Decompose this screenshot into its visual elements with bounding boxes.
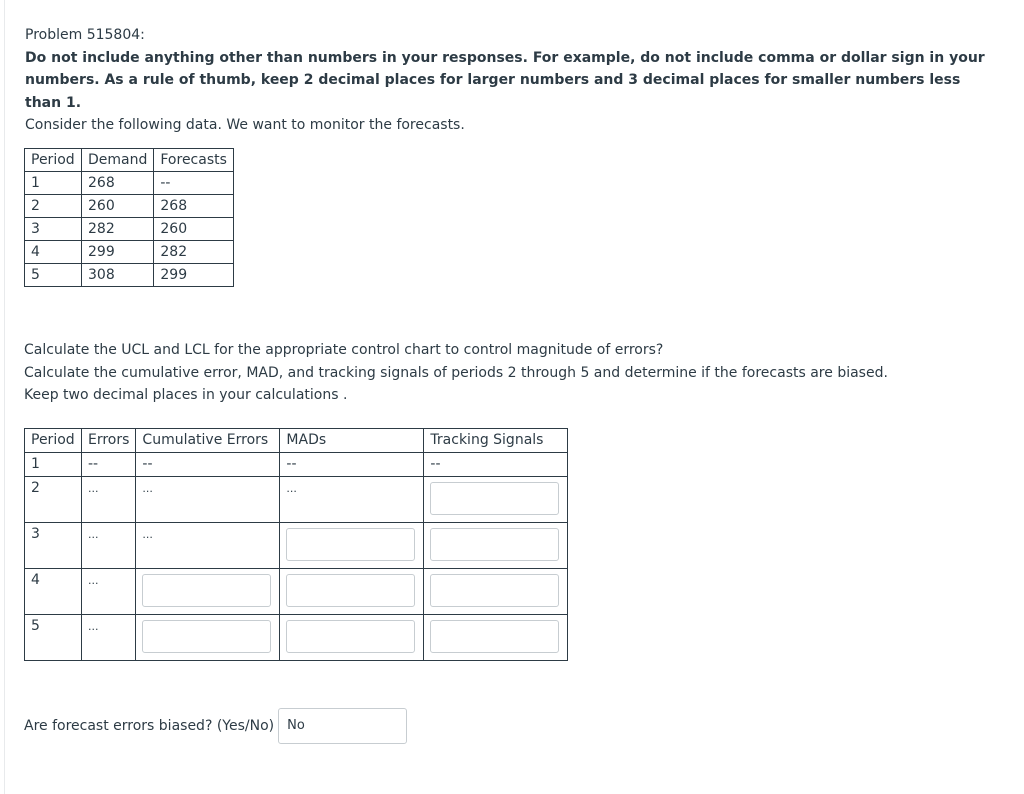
problem-text — [25, 24, 985, 137]
table-row — [25, 569, 568, 615]
cumulative-error-input-4[interactable] — [142, 574, 271, 607]
cumulative-placeholder: ... — [142, 528, 153, 541]
period-cell: 2 — [25, 195, 82, 218]
errors-cell: -- — [82, 453, 136, 477]
biased-answer-input[interactable]: No — [278, 708, 407, 744]
table-row — [25, 218, 234, 241]
table-header-row — [25, 429, 568, 453]
tracking-signal-input-4[interactable] — [430, 574, 559, 607]
cumulative-cell: -- — [136, 453, 280, 477]
period-cell: 2 — [25, 477, 82, 523]
mads-placeholder: ... — [286, 482, 297, 495]
mad-input-5[interactable] — [286, 620, 415, 653]
problem-title: Problem 515804: — [25, 27, 145, 43]
period-cell: 4 — [25, 241, 82, 264]
demand-forecast-table — [24, 148, 234, 287]
header-period: Period — [25, 429, 82, 453]
table-row — [25, 615, 568, 661]
question-ucl-lcl: Calculate the UCL and LCL for the appropriate control chart to control magnitude of errors? — [24, 342, 664, 358]
header-forecasts: Forecasts — [154, 149, 234, 172]
demand-cell: 260 — [82, 195, 154, 218]
table-row — [25, 241, 234, 264]
questions-block — [24, 339, 888, 407]
tracking-signal-cell: -- — [424, 453, 568, 477]
forecast-cell: 260 — [154, 218, 234, 241]
demand-cell: 299 — [82, 241, 154, 264]
header-period: Period — [25, 149, 82, 172]
header-cumulative-errors: Cumulative Errors — [136, 429, 280, 453]
forecast-cell: -- — [154, 172, 234, 195]
question-decimals: Keep two decimal places in your calculations . — [24, 387, 348, 403]
period-cell: 3 — [25, 523, 82, 569]
period-cell: 5 — [25, 615, 82, 661]
header-demand: Demand — [82, 149, 154, 172]
table-row — [25, 453, 568, 477]
table-row — [25, 523, 568, 569]
period-cell: 5 — [25, 264, 82, 287]
table-header-row — [25, 149, 234, 172]
tracking-signal-table — [24, 428, 568, 661]
errors-placeholder: ... — [88, 482, 99, 495]
table-row — [25, 477, 568, 523]
demand-cell: 308 — [82, 264, 154, 287]
cumulative-placeholder: ... — [142, 482, 153, 495]
period-cell: 4 — [25, 569, 82, 615]
period-cell: 1 — [25, 172, 82, 195]
problem-intro: Consider the following data. We want to monitor the forecasts. — [25, 117, 465, 133]
mad-input-3[interactable] — [286, 528, 415, 561]
demand-cell: 268 — [82, 172, 154, 195]
demand-cell: 282 — [82, 218, 154, 241]
errors-placeholder: ... — [88, 620, 99, 633]
period-cell: 1 — [25, 453, 82, 477]
mad-input-4[interactable] — [286, 574, 415, 607]
question-cumulative: Calculate the cumulative error, MAD, and tracking signals of periods 2 through 5 and determine if the forecasts are biased. — [24, 364, 888, 381]
forecast-cell: 299 — [154, 264, 234, 287]
biased-question — [24, 708, 407, 744]
tracking-signal-input-3[interactable] — [430, 528, 559, 561]
forecast-cell: 268 — [154, 195, 234, 218]
biased-label: Are forecast errors biased? (Yes/No) — [24, 718, 275, 734]
forecast-cell: 282 — [154, 241, 234, 264]
problem-instructions: Do not include anything other than numbers in your responses. For example, do not include comma or dollar sign in your numbers. As a rule of thumb, keep 2 decimal places for larger numbers and 3 decimal places for smaller numbers less than 1. — [25, 49, 985, 111]
table-row — [25, 264, 234, 287]
mads-cell: -- — [280, 453, 424, 477]
cumulative-error-input-5[interactable] — [142, 620, 271, 653]
table-row — [25, 172, 234, 195]
tracking-signal-input-5[interactable] — [430, 620, 559, 653]
errors-placeholder: ... — [88, 528, 99, 541]
tracking-signal-input-2[interactable] — [430, 482, 559, 515]
header-errors: Errors — [82, 429, 136, 453]
table-row — [25, 195, 234, 218]
header-tracking-signals: Tracking Signals — [424, 429, 568, 453]
errors-placeholder: ... — [88, 574, 99, 587]
header-mads: MADs — [280, 429, 424, 453]
period-cell: 3 — [25, 218, 82, 241]
